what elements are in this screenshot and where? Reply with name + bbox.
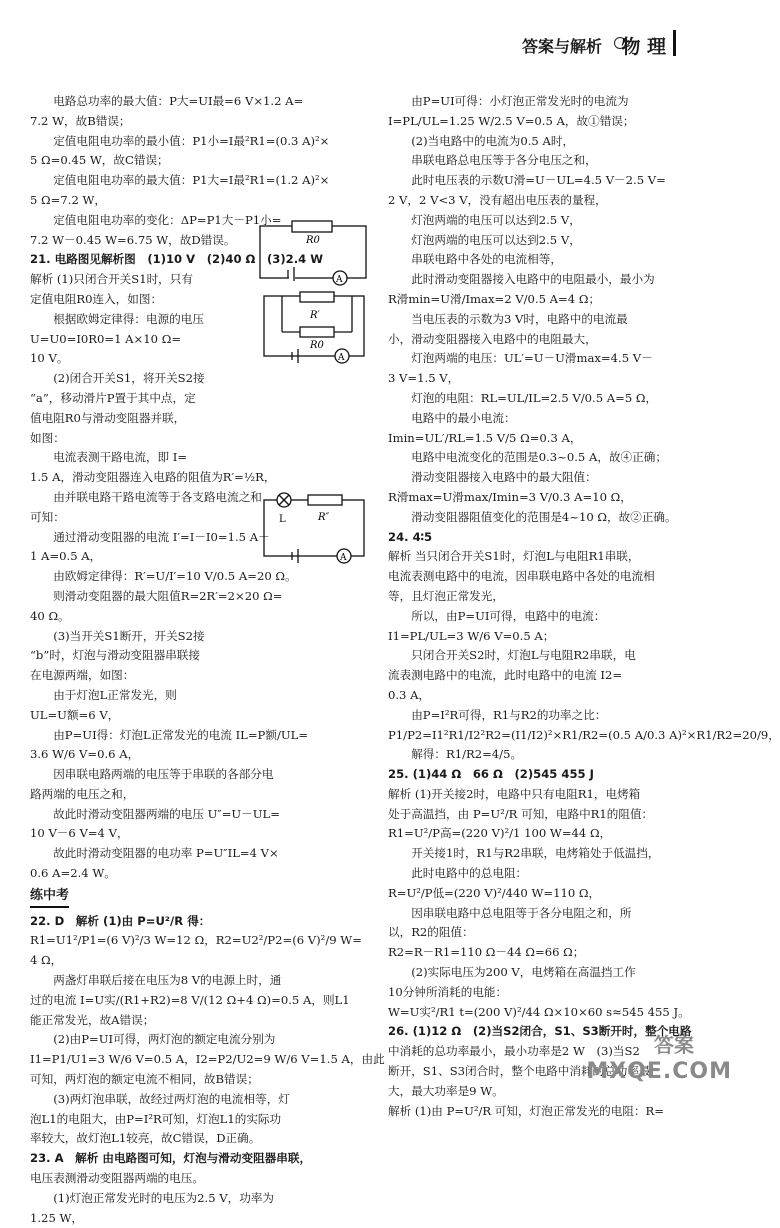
q23-body	[30, 1169, 370, 1228]
header-divider	[673, 30, 676, 56]
text-line: 电路中的最小电流：	[388, 410, 516, 425]
text-line: R=U²/P低=(220 V)²/440 W=110 Ω，	[388, 885, 601, 900]
text-line: 解析 (1)由 P=U²/R 可知，灯泡正常发光的电阻：R=	[388, 1103, 664, 1118]
text-line: 40 Ω。	[30, 608, 70, 623]
text-line: 因串联电路两端的电压等于串联的各部分电	[30, 767, 274, 782]
text-line: 过的电流 I=U实/(R1+R2)=8 V/(12 Ω+4 Ω)=0.5 A，则L1	[30, 992, 350, 1007]
text-line: 由欧姆定律得：R′=U/I′=10 V/0.5 A=20 Ω。	[30, 569, 297, 584]
text-line: 解析 当只闭合开关S1时，灯泡L与电阻R1串联，	[388, 549, 640, 564]
text-line: 则滑动变阻器的最大阻值R=2R′=2×20 Ω=	[30, 588, 283, 603]
q21-title: 21. 电路图见解析图 (1)10 V (2)40 Ω (3)2.4 W	[30, 252, 324, 267]
text-line: 大，最大功率是9 W。	[388, 1083, 504, 1098]
q25-title: 25. (1)44 Ω 66 Ω (2)545 455 J	[388, 767, 594, 782]
text-line: 电流表测电路中的电流，因串联电路中各处的电流相	[388, 569, 655, 584]
text-line: 解得：R1/R2=4/5。	[388, 747, 523, 762]
fig1-ammeter-icon: A	[336, 275, 343, 285]
text-line: R2=R－R1=110 Ω－44 Ω=66 Ω；	[388, 945, 585, 960]
text-line: 5 Ω=0.45 W，故C错误；	[30, 153, 169, 168]
text-line: 5 Ω=7.2 W，	[30, 192, 107, 207]
text-line: 只闭合开关S2时，灯泡L与电阻R2串联，电	[388, 648, 636, 663]
q24-body	[388, 547, 780, 765]
text-line: 所以，由P=UI可得，电路中的电流：	[388, 608, 606, 623]
text-line: 定值电阻电功率的变化：ΔP=P1大－P1小=	[30, 212, 282, 227]
text-line: 电压表测滑动变阻器两端的电压。	[30, 1171, 204, 1186]
text-line: 解析 (1)只闭合开关S1时，只有	[30, 272, 193, 287]
text-line: 定值电阻R0连入，如图：	[30, 291, 163, 306]
header-subject: 物 理	[621, 36, 666, 58]
text-line: 路两端的电压之和，	[30, 786, 135, 801]
text-line: (1)灯泡正常发光时的电压为2.5 V，功率为	[30, 1190, 275, 1205]
text-line: 两盏灯串联后接在电压为8 V的电源上时，通	[30, 973, 282, 988]
text-line: Imin=UL′/RL=1.5 V/5 Ω=0.3 A，	[388, 430, 582, 445]
text-line: 串联电路中各处的电流相等，	[388, 252, 562, 267]
text-line: 小，滑动变阻器接入电路中的电阻最大，	[388, 331, 597, 346]
text-line: 值电阻R0与滑动变阻器并联，	[30, 410, 186, 425]
text-line: 泡L1的电阻大，由P=I²R可知，灯泡L1的实际功	[30, 1111, 282, 1126]
text-line: 根据欧姆定律得：电源的电压	[30, 311, 204, 326]
text-line: 在电源两端，如图：	[30, 668, 135, 683]
text-line: 当电压表的示数为3 V时，电路中的电流最	[388, 311, 628, 326]
text-line: 4 Ω，	[30, 953, 63, 968]
text-line: 10 V。	[30, 351, 69, 366]
text-line: UL=U额=6 V，	[30, 707, 120, 722]
q23-continuation	[388, 92, 728, 528]
text-line: 电流表测干路电流，即 I=	[30, 450, 188, 465]
text-line: 率较大，故灯泡L1较亮，故C错误，D正确。	[30, 1131, 261, 1146]
text-line: 故此时滑动变阻器两端的电压 U″=U－UL=	[30, 806, 280, 821]
text-line: 10分钟所消耗的电能：	[388, 984, 508, 999]
text-line: 由并联电路干路电流等于各支路电流之和	[30, 489, 262, 504]
circuit-figure-2	[262, 292, 370, 364]
text-line: 1.5 A，滑动变阻器连入电路的阻值为R′=½R，	[30, 470, 276, 485]
text-line: “b”时，灯泡与滑动变阻器串联接	[30, 648, 200, 663]
text-line: 电路中电流变化的范围是0.3~0.5 A，故④正确；	[388, 450, 667, 465]
text-line: 3.6 W/6 V=0.6 A，	[30, 747, 140, 762]
text-line: R滑min=U滑/Imax=2 V/0.5 A=4 Ω；	[388, 291, 601, 306]
text-line: 开关接1时，R1与R2串联，电烤箱处于低温挡，	[388, 846, 660, 861]
text-line: P1/P2=I1²R1/I2²R2=(I1/I2)²×R1/R2=(0.5 A/0.3 A)²×R1/R2=20/9，	[388, 727, 780, 742]
text-line: U=U0=I0R0=1 A×10 Ω=	[30, 331, 182, 346]
text-line: “a”，移动滑片P置于其中点，定	[30, 390, 196, 405]
text-line: 1.25 W，	[30, 1210, 84, 1225]
text-line: 等，且灯泡正常发光，	[388, 588, 504, 603]
fig1-r0-label: R0	[306, 235, 320, 246]
q22-body	[30, 931, 385, 1149]
circuit-figure-1	[258, 220, 370, 285]
watermark-top: 答案	[654, 1033, 694, 1057]
text-line: R滑max=U滑max/Imin=3 V/0.3 A=10 Ω，	[388, 489, 632, 504]
text-line: 此时滑动变阻器接入电路中的电阻最小，最小为	[388, 272, 655, 287]
text-line: 此时电压表的示数U滑=U－UL=4.5 V－2.5 V=	[388, 173, 666, 188]
text-line: I1=PL/UL=3 W/6 V=0.5 A；	[388, 628, 555, 643]
text-line: 0.3 A，	[388, 687, 431, 702]
circuit-figure-3	[262, 486, 370, 563]
text-line: 处于高温挡，由 P=U²/R 可知，电路中R1的阻值：	[388, 806, 654, 821]
text-line: 0.6 A=2.4 W。	[30, 866, 116, 881]
text-line: (2)由P=UI可得，两灯泡的额定电流分别为	[30, 1032, 276, 1047]
text-line: (2)闭合开关S1，将开关S2接	[30, 371, 205, 386]
text-line: I=PL/UL=1.25 W/2.5 V=0.5 A，故①错误；	[388, 113, 635, 128]
text-line: 能正常发光，故A错误；	[30, 1012, 155, 1027]
text-line: 7.2 W－0.45 W=6.75 W，故D错误。	[30, 232, 236, 247]
text-line: W=U实²/R1 t=(200 V)²/44 Ω×10×60 s≈545 455 J。	[388, 1004, 690, 1019]
text-line: 灯泡两端的电压可以达到2.5 V，	[388, 212, 581, 227]
text-line: 中消耗的总功率最小，最小功率是2 W (3)当S2	[388, 1044, 640, 1059]
fig3-ammeter-icon: A	[340, 553, 347, 563]
text-line: 通过滑动变阻器的电流 I′=I－I0=1.5 A－	[30, 529, 270, 544]
text-line: 灯泡两端的电压：UL′=U－U滑max=4.5 V－	[388, 351, 653, 366]
text-line: 由P=I²R可得，R1与R2的功率之比：	[388, 707, 607, 722]
text-line: (2)当电路中的电流为0.5 A时，	[388, 133, 575, 148]
text-line: (3)当开关S1断开，开关S2接	[30, 628, 205, 643]
q25-body	[388, 785, 728, 1023]
text-line: 串联电路总电压等于各分电压之和，	[388, 153, 597, 168]
text-line: 10 V－6 V=4 V，	[30, 826, 129, 841]
text-line: R1=U²/P高=(220 V)²/1 100 W=44 Ω，	[388, 826, 612, 841]
text-line: 由于灯泡L正常发光，则	[30, 687, 177, 702]
text-line: 定值电阻电功率的最小值：P1小=I最²R1=(0.3 A)²×	[30, 133, 330, 148]
text-line: 滑动变阻器接入电路中的最大阻值：	[388, 470, 597, 485]
text-line: 由P=UI可得：小灯泡正常发光时的电流为	[388, 94, 629, 108]
q23-title: 23. A 解析 由电路图可知，灯泡与滑动变阻器串联，	[30, 1151, 312, 1166]
fig2-rprime-label: R′	[310, 310, 320, 321]
text-line: I1=P1/U1=3 W/6 V=0.5 A，I2=P2/U2=9 W/6 V=1.5 A，由此	[30, 1052, 385, 1067]
text-line: 滑动变阻器阻值变化的范围是4~10 Ω，故②正确。	[388, 509, 677, 524]
fig3-r-label: R″	[318, 512, 330, 523]
watermark-logo: MXQE.COM	[586, 1059, 732, 1084]
text-line: 2 V，2 V<3 V，没有超出电压表的量程，	[388, 192, 607, 207]
text-line: 故此时滑动变阻器的电功率 P=U″IL=4 V×	[30, 846, 279, 861]
fig2-ammeter-icon: A	[338, 353, 345, 363]
text-line: 断开，S1、S3闭合时，整个电路中消耗的总功率最	[388, 1064, 651, 1079]
text-line: 3 V=1.5 V，	[388, 371, 460, 386]
text-line: 此时电路中的总电阻：	[388, 866, 528, 881]
text-line: 可知：	[30, 509, 65, 524]
text-line: (3)两灯泡串联，故经过两灯泡的电流相等，灯	[30, 1091, 290, 1106]
section-title: 练中考	[30, 886, 69, 908]
text-line: 以，R2的阻值：	[388, 925, 474, 940]
q24-title: 24. 4∶5	[388, 529, 433, 544]
text-line: 灯泡两端的电压可以达到2.5 V，	[388, 232, 581, 247]
text-line: 1 A=0.5 A，	[30, 549, 102, 564]
text-line: 解析 (1)开关接2时，电路中只有电阻R1，电烤箱	[388, 786, 641, 801]
page-header	[0, 28, 750, 64]
text-line: 因串联电路中总电阻等于各分电阻之和，所	[388, 905, 632, 920]
text-line: 流表测电路中的电流，此时电路中的电流 I2=	[388, 668, 623, 683]
header-subtitle: 答案与解析	[521, 37, 602, 56]
text-line: 灯泡的电阻：RL=UL/IL=2.5 V/0.5 A=5 Ω，	[388, 390, 658, 405]
q22-title: 22. D 解析 (1)由 P=U²/R 得：	[30, 913, 211, 928]
text-line: R1=U1²/P1=(6 V)²/3 W=12 Ω，R2=U2²/P2=(6 V)²/9 W=	[30, 933, 362, 948]
right-column	[388, 92, 780, 1121]
fig2-r0-label: R0	[310, 340, 324, 351]
text-line: 电路总功率的最大值：P大=UI最=6 V×1.2 A=	[30, 94, 304, 108]
fig3-lamp-label: L	[279, 514, 286, 525]
text-line: 如图：	[30, 430, 65, 445]
text-line: 定值电阻电功率的最大值：P1大=I最²R1=(1.2 A)²×	[30, 173, 330, 188]
q26-title: 26. (1)12 Ω (2)当S2闭合，S1、S3断开时，整个电路	[388, 1024, 692, 1039]
text-line: 7.2 W，故B错误；	[30, 113, 131, 128]
text-line: 由P=UI得：灯泡L正常发光的电流 IL=P额/UL=	[30, 727, 309, 742]
text-line: 可知，两灯泡的额定电流不相同，故B错误；	[30, 1072, 259, 1087]
text-line: (2)实际电压为200 V，电烤箱在高温挡工作	[388, 965, 636, 980]
